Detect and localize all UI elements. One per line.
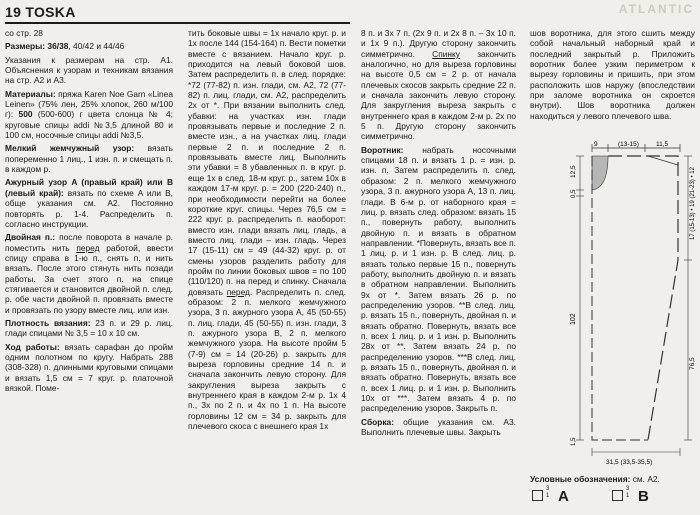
legend-box-a [532,490,543,501]
col1-paragraph: Плотность вязания: 23 п. и 29 р. лиц. глади спицами № 3,5 = 10 х 10 см. [5,317,173,339]
dim-right-top: 17 (15-13) • 19 (21-23) • 12 [690,167,696,240]
page-title: 19 TOSKA [5,4,76,20]
dim-right-mid: 76,5 [689,357,696,370]
legend-rows-b: 3 1 [626,486,630,499]
legend-box-b [612,490,623,501]
svg-text:(13-15): (13-15) [618,141,639,148]
corner-watermark: ATLANTIC [618,2,694,16]
col1-paragraph: со стр. 28 [5,28,43,38]
svg-text:0,5: 0,5 [571,189,577,198]
dim-center: 102 [570,313,577,325]
dim-left-top: 12,5 [570,165,577,178]
garment-schematic [530,140,695,470]
col1-paragraph: Ход работы: вязать сарафан до пройм одним полотном по кругу. Набрать 288 (308-328) п. длинными круговыми спицами и вязать 1,5 см = 7 круг. р. платочной вязкой. Поме- [5,341,173,393]
col1-paragraph: Размеры: 36/38, 40/42 и 44/46 [5,41,125,52]
column-3 [361,28,516,440]
col1-paragraph: Указания к размерам на стр. А1. Объяснения к узорам и техникам вязания на стр. А2 и А3. [5,54,173,86]
svg-text:1,5: 1,5 [571,437,577,446]
column-4 [530,28,695,124]
col1-paragraph: Материалы: пряжа Karen Noe Garn «Linea Leinen» (75% лен, 25% хлопок, 260 м/100 г): 500 (500-600) г цвета слонца № 4; круговые спицы addi №3,5 длиной 80 и 100 см, носочные спицы addi №3,5. [5,88,173,141]
col4-paragraph: шов воротника, для этого сшить между собой начальный наборный край и последний закрытый р. Приложить воротник более узким периметром к вырезу горловины и пришить, при этом расположить шов наружу (впоследствии при заломе воротника он скроется внутри). Шов воротника должен находиться у левого плечевого шва. [530,28,695,121]
legend-rows-a: 3 1 [546,486,550,499]
col3-paragraph: Сборка: общие указания см. A3. Выполнить плечевые швы. Закрыть [361,416,516,438]
svg-text:11,5: 11,5 [656,141,669,148]
title-rule [5,22,350,24]
legend-symbol-b: B [638,488,649,505]
col3-paragraph: 8 п. и 3х 7 п. (2х 9 п. и 2х 8 п. – 3х 10 п. и 1х 9 п.). Другую сторону закончить симметрично. Спинку закончить аналогично, но для выреза горловины на высоте 0,5 см = 2 р. от начала плечевых скосов закрыть средние 22 п. и сначала закончить левую сторону. Для закругления выреза закрыть с внутреннего края в каждом 2-м р. 2х по 5 п. Другую сторону закончить симметрично. [361,28,516,142]
col3-paragraph: Воротник: набрать носочными спицами 18 п. и вязать 1 р. = изн. р. изн. п. Затем распределить п. след. образом: 2 п. мелкого жемчужного узора, 3 п. ажурного узора A, 13 п. лиц. глади. В 6-м р. от наборного края = лиц. р. вязать след. образом: вязать 15 п., повернуть работу, выполнить двойную п. и вязать в обратном направлении. *Повернуть, вязать все п. 1 лиц. р. и 1 изн. р. В след. лиц. р. вязать только первые 15 п., повернуть работу, выполнить двойную п. и вязать в обратном направлении. Выполнить 9х от *. Затем вязать 26 р. по распределению узоров. **В след. лиц. р. вязать 15 п., повернуть, двойная п. и вязать обратно. Повернуть, вязать все п. всех 1 лиц. р. и 1 изн. р. Выполнить 28х от **. Затем вязать 24 р. по распределению узоров. ***В след. лиц. р. вязать 15 п., повернуть, двойная п. и вязать обратно. Повернуть, вязать все п. всех 1 лиц. р. и 1 изн. р. Выполнить 10х от ***. Затем вязать 4 р. по распределению узоров. Закрыть п. [361,144,516,414]
col1-paragraph: Ажурный узор A (правый край) или B (левый край): вязать по схеме A или B, обще указания см. A2. Постоянно повторять р. 1-4. Распределить п. согласно инструкции. [5,177,173,229]
col1-paragraph: Двойная п.: после поворота в начале р. поместить нить перед работой, ввести спицу справа в 1-ю п., снять п. и нить вязать. После этого стянуть нить позади работы. За счет этого п. на спице стягивается и становится двойной п. след. р. обе части двойной п. провязать вместе и провязать по узору вместе лиц. или изн. [5,232,174,315]
column-1 [5,28,173,396]
col1-paragraph: Мелкий жемчужный узор: вязать попеременно 1 лиц., 1 изн. п. и смещать п. в каждом р. [5,143,174,175]
dim-top: 9 [594,141,598,148]
dim-bottom: 31,5 (33,5-35,5) [606,459,653,466]
col2-paragraph: тить боковые швы = 1х начало круг. р. и 1х после 144 (154-164) п. Вести пометки вместе с вязанием. Начало круг. р. приходится на левый боковой шов. Затем распределить п. в след. порядке: *72 (77-82) п. изн. глади, см. A2, 72 (77-82) п. лиц. глади, см. A2, распределить 2х от *. При вязании выполнить след. убавки: на участках изн. глади провязывать первые и последние 2 п. вместе изн., а на участках лиц. глади первые 2 п. и последние 2 п. провязывать вместе лиц. Выполнить эти убавки = 8 убавленных п. в круг. р. еще 1х в след. 18-м круг. р., затем 10х в каждом 17-м круг. р. = 200 (220-240) п., при необходимости перейти на более короткие круг. спицы. Через 76,5 см = 222 круг. р. распределить п. наоборот: вместо изн. глади вязать лиц. гладь, а вместо лиц. глади – изн. гладь. Через 17 (15-11) см = 49 (44-32) круг. р. от смены узоров разделить работу для пройм по линии боковых швов = по 100 (110/120) п. на перед и спинку. Сначала довязать перед. Распределить п. след. образом: 2 п. мелкого жемчужного узора, 3 п. ажурного узора A, 45 (50-55) п. лиц. глади, 45 (50-55) п. изн. глади, 3 п. ажурного узора B, 2 п. мелкого жемчужного узора. На высоте пройм 5 (7-9) см = 14 (20-26) р. закрыть для выреза горловины средние 14 п. и сначала закончить левую сторону. Для закругления выреза закрыть с внутреннего края в каждом 2-м р. 1х 4 п., 3х по 2 п. и 4х по 1 п. На высоте горловины 12 см = 34 р. закрыть для плечевого скоса с внешнего края 1х [188,28,347,432]
column-2 [188,28,346,434]
legend-symbol-a: A [558,488,569,505]
legend-title: Условные обозначения: см. A2. [530,474,660,484]
